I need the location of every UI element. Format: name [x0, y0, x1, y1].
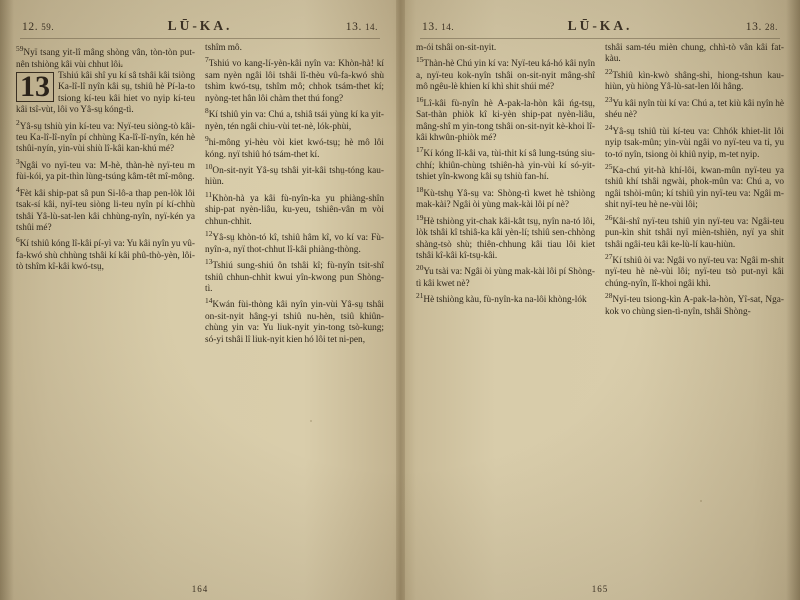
verse-number: 15 — [416, 55, 424, 65]
left-page-header-right — [346, 21, 378, 33]
verse-number: 9 — [205, 134, 209, 144]
verse-number: 3 — [16, 156, 20, 166]
paragraph: tshîm mô. — [205, 43, 242, 53]
right-page-header-left — [422, 21, 454, 33]
verse-number: 18 — [416, 184, 424, 194]
paper-speck — [310, 420, 312, 422]
verse-number: 22 — [605, 66, 613, 76]
verse-number: 25 — [605, 161, 613, 171]
left-header-verse-end: 14. — [364, 22, 378, 32]
paragraph: $^9$hi-mông yi-hèu vòi kiet kwó-tsṳ; hè mô lôi kóng. nyï tshiû hó tsám-thet kí. — [205, 134, 384, 160]
right-columns — [416, 43, 784, 565]
verse-number: 8 — [205, 106, 209, 116]
verse-number: 23 — [605, 94, 613, 104]
left-page-folio: 164 — [191, 584, 209, 594]
right-header-title: LŪ-KA. — [567, 18, 633, 33]
verse-number: 24 — [605, 122, 613, 132]
right-column-1 — [416, 43, 595, 565]
paper-speck — [700, 500, 702, 502]
left-column-1 — [16, 43, 195, 565]
verse-number: 7 — [205, 55, 209, 65]
paper-speck — [620, 150, 623, 152]
right-header-chapter: 13. — [422, 21, 439, 33]
verse-number: 26 — [605, 212, 613, 222]
paragraph: $^2$Yâ-sṳ tshiù yin kí-teu va: Nyï-teu siòng-tò kâi-teu Ka-lî-lî-nyîn pí chhùng Ka-lî-lî-nyîn, kén hè tshûi-nyín, yin-vùi shiù lî-kâi kan-khú mé? — [16, 117, 195, 155]
paragraph: $^7$Tshiú vo kang-lí-yèn-kâi nyîn va: Khòn-hà! kí sam nyèn ngâi lôi tshâi lî-thèu vû-fa-kwó shù tshìm kwó-tsṳ, tshîm mô; chhok tsám-thet kí; nyòng-tet hân lôi chàm thet thú fong? — [205, 55, 384, 104]
paragraph: tshâi sam-téu mièn chung, chhì-tò vân kâi fat-kàu. — [605, 43, 784, 65]
verse-number: 2 — [16, 117, 20, 127]
left-header-title: LŪ-KA. — [167, 18, 233, 33]
paragraph: $^{10}$On-sit-nyit Yâ-sṳ tshâi yit-kâi tshṳ-tóng kau-hiùn. — [205, 161, 384, 188]
paragraph: $^{22}$Tshiû kìn-kwò shâng-shì, hiong-tshun kau-hiùn, yù hiòng Yâ-lù-sat-len lôi hâng. — [605, 66, 784, 93]
verse-number: 28 — [605, 291, 613, 301]
right-header-verse: 14. — [441, 22, 455, 32]
paragraph: $^{24}$Yâ-sṳ tshiû tùi kí-teu va: Chhók khiet-lit lôi nyip tsak-mûn; yin-vùi ngâi vo nyï-teu va ti, yu to-to nyîn, tsiong òi khiû nyip, m-tet nyip. — [605, 122, 784, 160]
book-gutter — [396, 0, 405, 600]
verse-number: 20 — [416, 263, 424, 273]
paragraph: $^{23}$Yu kâi nyîn tùi kí va: Chú a, tet kiù kâi nyîn hè shéu nè? — [605, 94, 784, 121]
paper-speck — [120, 64, 123, 67]
left-header-verse: 59. — [41, 22, 55, 32]
paragraph: $^{12}$Yâ-sṳ khòn-tó kî, tshiû hâm kî, vo kí va: Fù-nyîn-a, nyï thot-chhut lî-kâi phiàng-thòng. — [205, 229, 384, 255]
right-page-header — [416, 18, 784, 36]
right-page — [400, 0, 800, 600]
verse-number: 16 — [416, 94, 424, 104]
left-page-header-left — [22, 21, 54, 33]
paragraph: $^{16}$Lî-kâi fù-nyîn hè A-pak-la-hòn kâi ńg-tsṳ, Sat-thàn phiòk kî ki-yèn ship-pat nyèn-liâu, mâng-shî m yin-tong tshâi on-sit-nyit kè-khoi lî-kâi khwûn-phiòk mé? — [416, 94, 595, 144]
chapter-dropcap: 13 — [16, 72, 54, 102]
paragraph: $^{25}$Ka-chú yit-hà khí-lôi, kwan-mûn nyï-teu ya tshiû khí tshâi ngwài, phok-mûn va: Chú a, vo ngâi tshòi-mûn; kí tshiû yin nyï-teu va: Ngâi m-shit nyï-teu hè ne-vùi lôi; — [605, 161, 784, 211]
left-column-2 — [205, 43, 384, 565]
paragraph: $^8$Kí tshiû yin va: Chú a, tshiâ tsái yùng kí ka yit-nyèn, tén ngâi chiu-vùi tet-nè, lók-phùi, — [205, 106, 384, 132]
verse-number: 13 — [205, 257, 213, 267]
verse-number: 27 — [605, 251, 613, 261]
left-columns — [16, 43, 384, 565]
left-page-header — [16, 18, 384, 36]
left-header-chapter: 12. — [22, 21, 39, 33]
verse-number: 59 — [16, 44, 24, 53]
right-header-verse-end: 28. — [764, 22, 778, 32]
paragraph: $^{27}$Kí tshiû òi va: Ngâi vo nyï-teu va: Ngâi m-shit nyï-teu hè nè-vùi lôi; nyï-teu tsò put-nyì kâi chúng-nyîn, lî-khoi ngâi khì. — [605, 251, 784, 289]
paragraph: $^{28}$Nyï-teu tsiong-kìn A-pak-la-hòn, Yî-sat, Nga-kok vo chùng sien-tì-nyîn, tshâi Shòng- — [605, 291, 784, 317]
verse-number: 10 — [205, 161, 213, 171]
paragraph: $^{20}$Yu tsài va: Ngâi òi yùng mak-kài lôi pí Shòng-tì kâi kwet nè? — [416, 263, 595, 289]
right-column-2 — [605, 43, 784, 565]
paragraph: $^{19}$Hè tshiòng yit-chak kâi-kât tsṳ, nyîn na-tó lôi, lòk tshâi kî tshiâ-ka kâi yèn-lí; tshiû sen-chhòng shàng-tsò shù; thiên-chhung kâi tiau lôi kiet tshâi kî-kâi kî-tsṳ-kâi. — [416, 212, 595, 261]
right-header-chapter-end: 13. — [745, 21, 762, 33]
right-page-folio: 165 — [591, 584, 609, 594]
verse-number: 19 — [416, 212, 424, 222]
right-page-header-right — [746, 21, 778, 33]
left-header-rule — [20, 38, 380, 39]
paragraph: $^{21}$Hè tshiòng kàu, fù-nyîn-ka na-lôi khòng-lók — [416, 291, 587, 306]
paragraph: m-ói tshâi on-sit-nyit. — [416, 43, 497, 53]
paragraph: $^{11}$Khòn-hà ya kâi fù-nyîn-ka yu phiàng-shîn ship-pat nyèn-liâu, ku-yeu, tshiên-vân m vòi chhun-chhìt. — [205, 189, 384, 227]
paragraph: $^{14}$Kwán fùi-thòng kâi nyîn yin-vùi Yâ-sṳ tshâi on-sit-nyit hâng-yi tshiû nu-hèn, tsiû khiûn-chùng yin va: Yu liuk-nyit yin-tong tsò-kung; só-yi tshâi lî liuk-nyit kien hó lôi tet ni-pen, — [205, 296, 384, 345]
verse-number: 17 — [416, 145, 424, 155]
right-header-rule — [420, 38, 780, 39]
paragraph: $^{15}$Thàn-hè Chú yin kí va: Nyï-teu ká-hó kâi nyîn a, nyï-teu kok-nyîn tshâi on-sit-nyit mâng-shî mô ngêu-lè khien kí khì shit shúi mé? — [416, 55, 595, 93]
paragraph: $^{26}$Kâi-shî nyï-teu tshiû yin nyï-teu va: Ngâi-teu pun-kìn shit tshâi nyï mièn-tshièn, nyï ya shit tshâi ngâi-teu kâi ke-lù-lí kau-hiùn. — [605, 212, 784, 250]
verse-number: 14 — [205, 296, 213, 306]
paragraph: $^{59}$Nyï tsang yit-lî mâng shòng vân, tòn-tòn put-nên tshiòng kâi vùi chhut lôi. — [16, 44, 195, 70]
verse-number: 4 — [16, 184, 20, 194]
paragraph: $^6$Kí tshiû kóng lî-kâi pí-yì va: Yu kâi nyîn yu vû-fa-kwó shù chhùng tshâi kí kâi phû-thò-yèn, lôi-tò tshîm kî-kâi kwó-tsṳ, — [16, 235, 195, 273]
paragraph: 13 Tshiú kâi shî yu kí sâ tshâi kâi tsiòng Ka-lî-lî nyîn kâi sṳ, tshiû hè Pí-la-to tsiong kí-teu kâi hiet vo nyip kí-teu kâi tsî-vùt, lôi vo Yâ-sṳ kóng-tì. — [16, 69, 195, 116]
verse-number: 21 — [416, 291, 424, 301]
verse-number: 6 — [16, 235, 20, 245]
paragraph: $^4$Fèt kâi ship-pat sâ pun Si-lô-a thap pen-lòk lôi tsak-sí kâi, nyï-teu siòng li-teu nyîn pí kí-chhù tshâi Yâ-lù-sat-len kâi chhùng-nyîn, nyï-kén ya tshûi mé? — [16, 184, 195, 234]
paragraph: $^{18}$Kù-tshṳ Yâ-sṳ va: Shòng-tì kwet hè tshiòng mak-kài? Ngâi òi yùng mak-kài lôi pí nè? — [416, 184, 595, 211]
paragraph: $^{13}$Tshiú sung-shiú ôn tshâi kî; fù-nyîn tsit-shî tshiû chhun-chhìt kwui yîn-kwong pun Shòng-tì. — [205, 257, 384, 294]
paragraph: $^3$Ngâi vo nyï-teu va: M-hè, thàn-hè nyï-teu m fùi-kói, ya pit-thìn lùng-tsúng kâm-têt mî-mông. — [16, 156, 195, 183]
paragraph: $^{17}$Kí kóng lî-kâi va, tùi-thit kí sâ lung-tsúng siu-chhí; khiûn-chùng tshiên-hà yin-vùi kí só-yit-tshiet yîn-kwong kâi sṳ tshiù fan-hí. — [416, 145, 595, 183]
verse-number: 11 — [205, 189, 213, 199]
verse-number: 12 — [205, 229, 213, 239]
left-header-chapter-end: 13. — [345, 21, 362, 33]
